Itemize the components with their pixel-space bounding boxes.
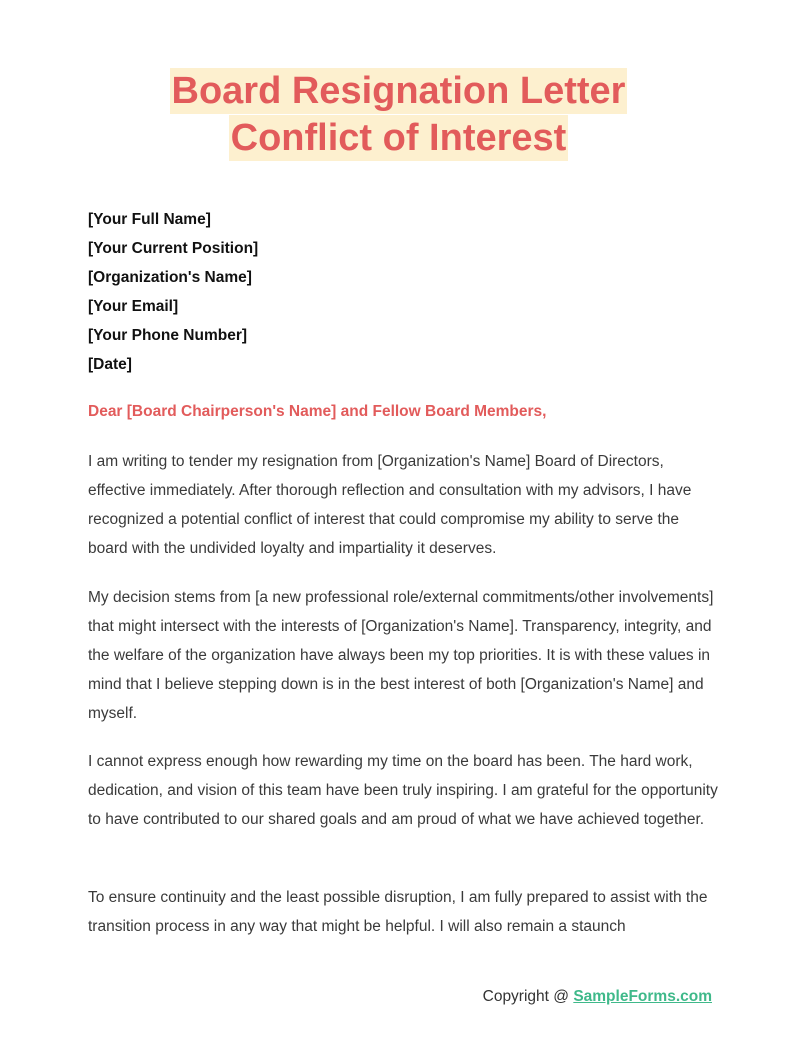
body-paragraph-2: My decision stems from [a new professional role/external commitments/other involvements] that might intersect with the interests of [Organization's Name]. Transparency, integrity, and the welfare of the organization have always been my top priorities. It is with these values in mind that I believe stepping down is in the best interest of both [Organization's Name] and myself. <box>88 589 714 722</box>
brand-link[interactable]: SampleForms.com <box>573 988 712 1005</box>
body-paragraph-1: I am writing to tender my resignation from [Organization's Name] Board of Directors, effective immediately. After thorough reflection and consultation with my advisors, I have recognized a potential conflict of interest that could compromise my ability to serve the board with the undivided loyalty and impartiality it deserves. <box>88 453 692 557</box>
copyright-prefix: Copyright @ <box>482 988 574 1005</box>
page-title <box>0 68 797 162</box>
title-line-1: Board Resignation Letter <box>171 70 626 112</box>
copyright-footer <box>483 988 712 1006</box>
body-paragraph-4: To ensure continuity and the least possible disruption, I am fully prepared to assist with the transition process in any way that might be helpful. I will also remain a staunch <box>88 889 708 935</box>
sender-position: [Your Current Position] <box>88 240 259 257</box>
salutation: Dear [Board Chairperson's Name] and Fellow Board Members, <box>88 403 547 420</box>
sender-block <box>88 205 258 379</box>
sender-date: [Date] <box>88 356 132 373</box>
body-paragraph-3: I cannot express enough how rewarding my time on the board has been. The hard work, dedication, and vision of this team have been truly inspiring. I am grateful for the opportunity to have contributed to our shared goals and am proud of what we have achieved together. <box>88 753 718 828</box>
sender-email: [Your Email] <box>88 298 179 315</box>
sender-full-name: [Your Full Name] <box>88 211 211 228</box>
sender-organization: [Organization's Name] <box>88 269 252 286</box>
title-line-2: Conflict of Interest <box>230 117 567 159</box>
sender-phone: [Your Phone Number] <box>88 327 248 344</box>
